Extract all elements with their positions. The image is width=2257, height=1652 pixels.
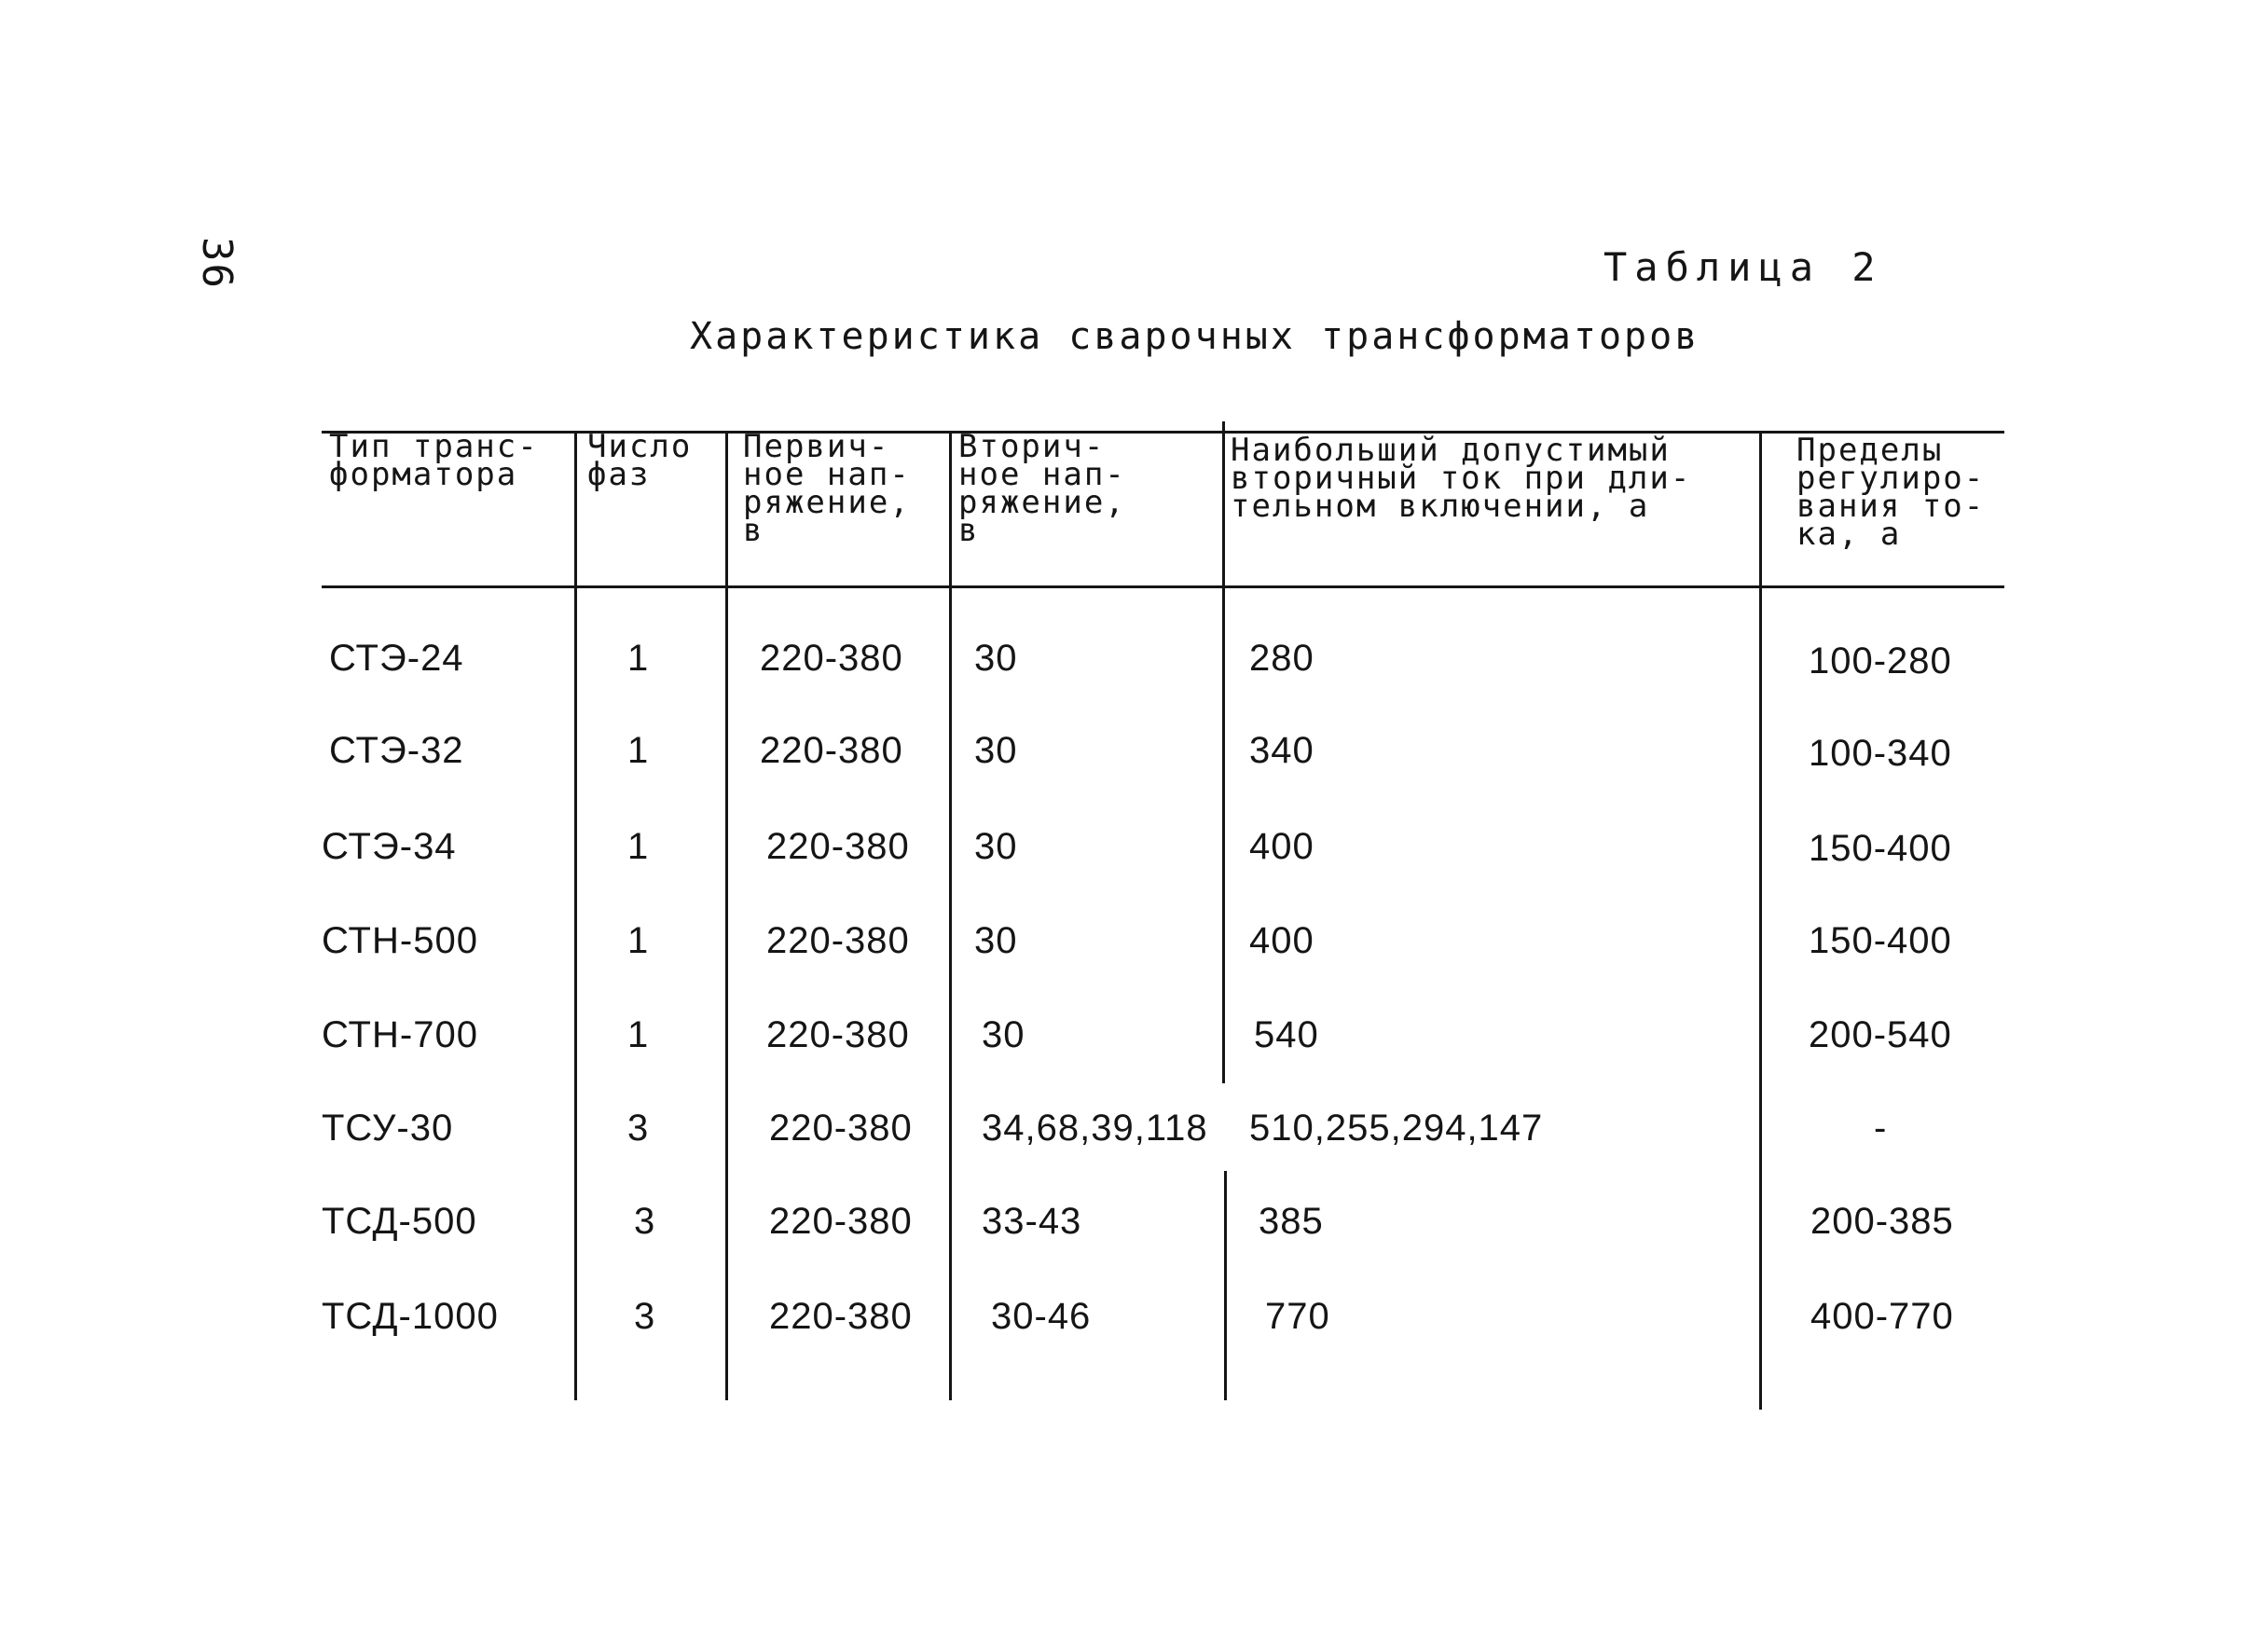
cell-current-range: 200-385 (1810, 1201, 1954, 1242)
cell-primary-voltage: 220-380 (760, 730, 903, 771)
cell-max-current: 400 (1249, 826, 1314, 867)
cell-type: СТЭ-24 (329, 638, 464, 679)
cell-type: ТСД-1000 (322, 1296, 499, 1337)
cell-phases: 1 (627, 1014, 650, 1055)
cell-type: СТЭ-32 (329, 730, 464, 771)
cell-primary-voltage: 220-380 (769, 1201, 913, 1242)
cell-type: СТН-500 (322, 920, 478, 961)
table-title: Характеристика сварочных трансформаторов (690, 315, 1700, 358)
cell-primary-voltage: 220-380 (769, 1296, 913, 1337)
column-divider-3 (949, 431, 952, 1400)
cell-max-current: 540 (1254, 1014, 1319, 1055)
cell-phases: 1 (627, 638, 650, 679)
cell-current-range: 150-400 (1809, 828, 1952, 869)
cell-primary-voltage: 220-380 (766, 920, 910, 961)
cell-max-current: 385 (1259, 1201, 1324, 1242)
cell-secondary-voltage: 30 (974, 638, 1018, 679)
cell-phases: 1 (627, 826, 650, 867)
cell-secondary-voltage: 30 (974, 826, 1018, 867)
header-type: Тип транс- форматора (329, 428, 539, 493)
cell-phases: 1 (627, 920, 650, 961)
header-secondary-voltage: Вторич- ное нап- ряжение, в (958, 428, 1126, 549)
cell-type: ТСД-500 (322, 1201, 477, 1242)
cell-phases: 3 (634, 1201, 656, 1242)
column-divider-1 (574, 431, 577, 1400)
column-divider-5 (1759, 431, 1762, 1410)
cell-secondary-voltage: 30 (974, 920, 1018, 961)
header-phases: Число фаз (587, 428, 693, 493)
header-current-range: Пределы регулиро- вания то- ка, а (1796, 432, 1986, 553)
page-number: 36 (193, 237, 241, 290)
cell-secondary-voltage: 30-46 (991, 1296, 1092, 1337)
cell-primary-voltage: 220-380 (766, 1014, 910, 1055)
cell-max-current: 280 (1249, 638, 1314, 679)
cell-current-range: 400-770 (1810, 1296, 1954, 1337)
column-divider-2 (725, 431, 728, 1400)
cell-max-current: 510,255,294,147 (1249, 1108, 1544, 1149)
cell-current-range: 100-280 (1809, 640, 1952, 681)
cell-current-range: 100-340 (1809, 733, 1952, 774)
header-max-current: Наибольший допустимый вторичный ток при дли- тельном включении, а (1231, 432, 1692, 525)
cell-primary-voltage: 220-380 (766, 826, 910, 867)
cell-current-range: 200-540 (1809, 1014, 1952, 1055)
cell-type: ТСУ-30 (322, 1108, 454, 1149)
cell-secondary-voltage: 34,68,39,118 (982, 1108, 1208, 1149)
cell-phases: 3 (634, 1296, 656, 1337)
cell-primary-voltage: 220-380 (769, 1108, 913, 1149)
cell-secondary-voltage: 30 (974, 730, 1018, 771)
cell-secondary-voltage: 30 (982, 1014, 1025, 1055)
column-divider-4b (1224, 1171, 1227, 1400)
transformer-table (322, 0, 2000, 1652)
cell-max-current: 400 (1249, 920, 1314, 961)
cell-type: СТН-700 (322, 1014, 478, 1055)
cell-primary-voltage: 220-380 (760, 638, 903, 679)
header-primary-voltage: Первич- ное нап- ряжение, в (743, 428, 911, 549)
cell-phases: 1 (627, 730, 650, 771)
cell-current-range: - (1874, 1108, 1888, 1149)
cell-secondary-voltage: 33-43 (982, 1201, 1082, 1242)
cell-current-range: 150-400 (1809, 920, 1952, 961)
cell-phases: 3 (627, 1108, 650, 1149)
cell-max-current: 770 (1265, 1296, 1330, 1337)
cell-type: СТЭ-34 (322, 826, 457, 867)
cell-max-current: 340 (1249, 730, 1314, 771)
table-label: Таблица 2 (1603, 244, 1883, 290)
column-divider-4a (1222, 421, 1225, 1083)
